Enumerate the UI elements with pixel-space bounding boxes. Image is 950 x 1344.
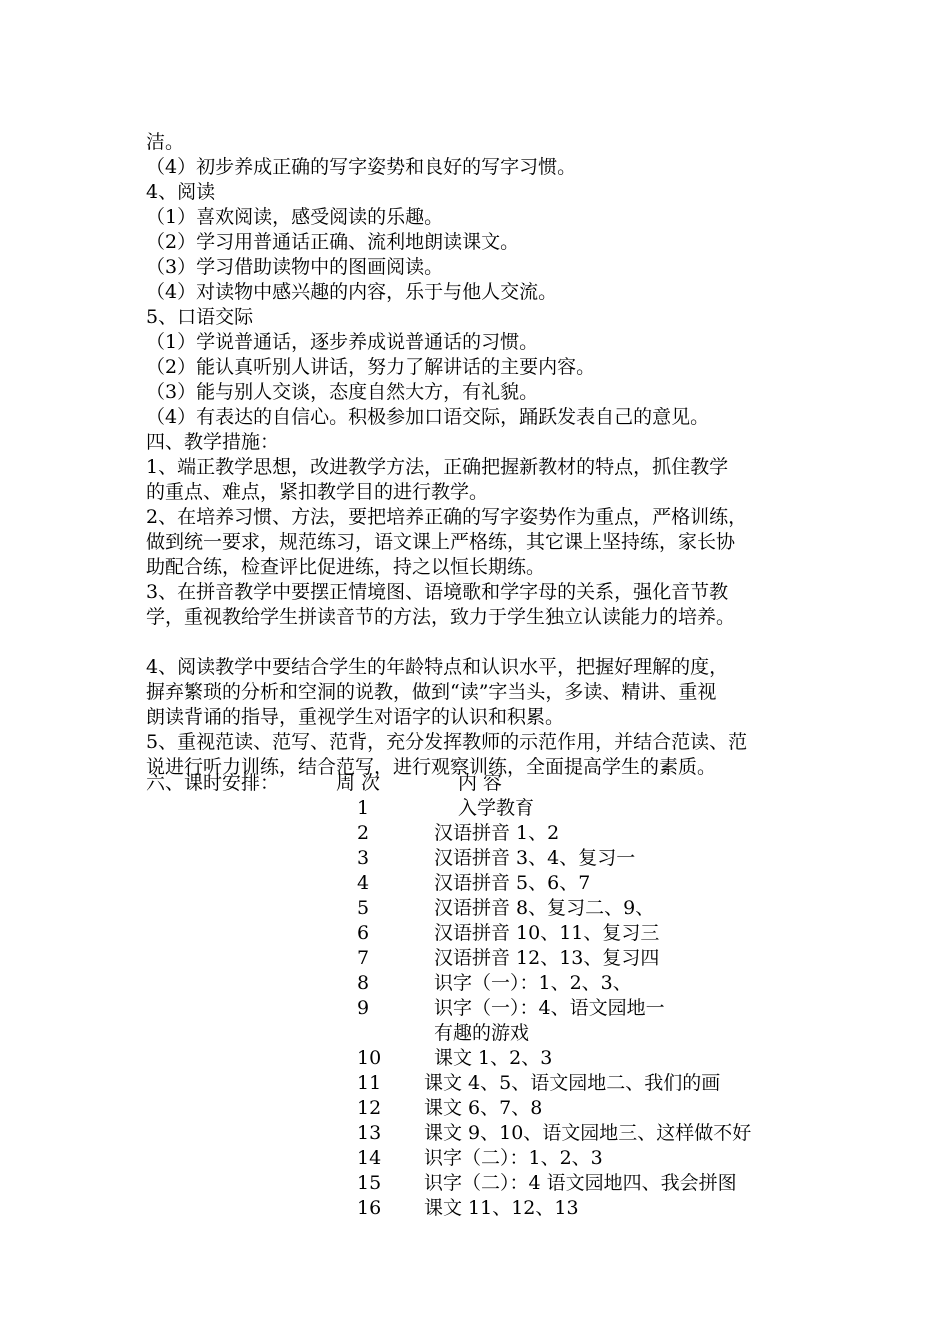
- text-line: 助配合练，检查评比促进练，持之以恒长期练。: [146, 556, 546, 578]
- text-line: （4）初步养成正确的写字姿势和良好的写字习惯。: [146, 156, 577, 178]
- text-line: （3）能与别人交谈，态度自然大方，有礼貌。: [146, 381, 539, 403]
- schedule-week: 14: [357, 1147, 382, 1169]
- text-line: 摒弃繁琐的分析和空洞的说教，做到“读”字当头，多读、精讲、重视: [146, 681, 717, 703]
- schedule-week: 15: [357, 1172, 382, 1194]
- schedule-week: 13: [357, 1122, 382, 1144]
- schedule-content: 课文 1、2、3: [434, 1047, 553, 1069]
- schedule-content: 汉语拼音 1、2: [434, 822, 560, 844]
- schedule-week: 12: [357, 1097, 382, 1119]
- text-line: 洁。: [146, 131, 185, 153]
- schedule-content: 汉语拼音 3、4、复习一: [434, 847, 636, 869]
- text-line: 4、阅读教学中要结合学生的年龄特点和认识水平，把握好理解的度，: [146, 656, 729, 678]
- schedule-week: 8: [357, 972, 370, 994]
- text-line: （4）对读物中感兴趣的内容，乐于与他人交流。: [146, 281, 558, 303]
- schedule-content: 课文 9、10、语文园地三、这样做不好: [424, 1122, 752, 1144]
- text-line: （2）能认真听别人讲话，努力了解讲话的主要内容。: [146, 356, 596, 378]
- schedule-week: 11: [357, 1072, 382, 1094]
- text-line: （3）学习借助读物中的图画阅读。: [146, 256, 444, 278]
- schedule-week: 10: [357, 1047, 382, 1069]
- schedule-content: 识字（二）：4 语文园地四、我会拼图: [424, 1172, 737, 1194]
- schedule-content: 汉语拼音 5、6、7: [434, 872, 591, 894]
- schedule-week: 2: [357, 822, 370, 844]
- text-line: 的重点、难点，紧扣教学目的进行教学。: [146, 481, 489, 503]
- schedule-content: 课文 11、12、13: [424, 1197, 579, 1219]
- text-line: 2、在培养习惯、方法，要把培养正确的写字姿势作为重点，严格训练，: [146, 506, 748, 528]
- schedule-week: 6: [357, 922, 370, 944]
- text-line: 4、阅读: [146, 181, 216, 203]
- text-line: 3、在拼音教学中要摆正情境图、语境歌和学字母的关系，强化音节教: [146, 581, 729, 603]
- schedule-content: 汉语拼音 10、11、复习三: [434, 922, 660, 944]
- schedule-week: 1: [357, 797, 370, 819]
- schedule-week: 3: [357, 847, 370, 869]
- schedule-content: 识字（二）：1、2、3: [424, 1147, 603, 1169]
- text-line: （1）学说普通话，逐步养成说普通话的习惯。: [146, 331, 539, 353]
- text-line: 学，重视教给学生拼读音节的方法，致力于学生独立认读能力的培养。: [146, 606, 736, 628]
- text-line: 1、端正教学思想，改进教学方法，正确把握新教材的特点，抓住教学: [146, 456, 729, 478]
- schedule-week: 9: [357, 997, 370, 1019]
- schedule-week: 16: [357, 1197, 382, 1219]
- text-line: 四、教学措施：: [146, 431, 280, 453]
- text-line: 做到统一要求，规范练习，语文课上严格练，其它课上坚持练，家长协: [146, 531, 736, 553]
- text-line: （2）学习用普通话正确、流利地朗读课文。: [146, 231, 520, 253]
- text-line: 朗读背诵的指导，重视学生对语字的认识和积累。: [146, 706, 565, 728]
- schedule-content: 汉语拼音 12、13、复习四: [434, 947, 660, 969]
- schedule-content: 有趣的游戏: [434, 1022, 530, 1044]
- text-line: （1）喜欢阅读，感受阅读的乐趣。: [146, 206, 444, 228]
- schedule-week: 7: [357, 947, 370, 969]
- text-line: （4）有表达的自信心。积极参加口语交际，踊跃发表自己的意见。: [146, 406, 710, 428]
- text-line: 5、口语交际: [146, 306, 254, 328]
- schedule-content: 汉语拼音 8、复习二、9、: [434, 897, 655, 919]
- text-line: 说进行听力训练，结合范写，进行观察训练，全面提高学生的素质。: [146, 756, 717, 778]
- schedule-content: 识字（一）：1、2、3、: [434, 972, 632, 994]
- schedule-content: 识字（一）：4、语文园地一: [434, 997, 665, 1019]
- schedule-content: 课文 6、7、8: [424, 1097, 543, 1119]
- schedule-week: 4: [357, 872, 370, 894]
- column-header-week: 周 次: [336, 772, 381, 794]
- schedule-content: 入学教育: [458, 797, 535, 819]
- schedule-content: 课文 4、5、语文园地二、我们的画: [424, 1072, 721, 1094]
- schedule-title: 六、课时安排：: [146, 772, 280, 794]
- column-header-content: 内 容: [458, 772, 503, 794]
- text-line: 5、重视范读、范写、范背，充分发挥教师的示范作用，并结合范读、范: [146, 731, 748, 753]
- schedule-week: 5: [357, 897, 370, 919]
